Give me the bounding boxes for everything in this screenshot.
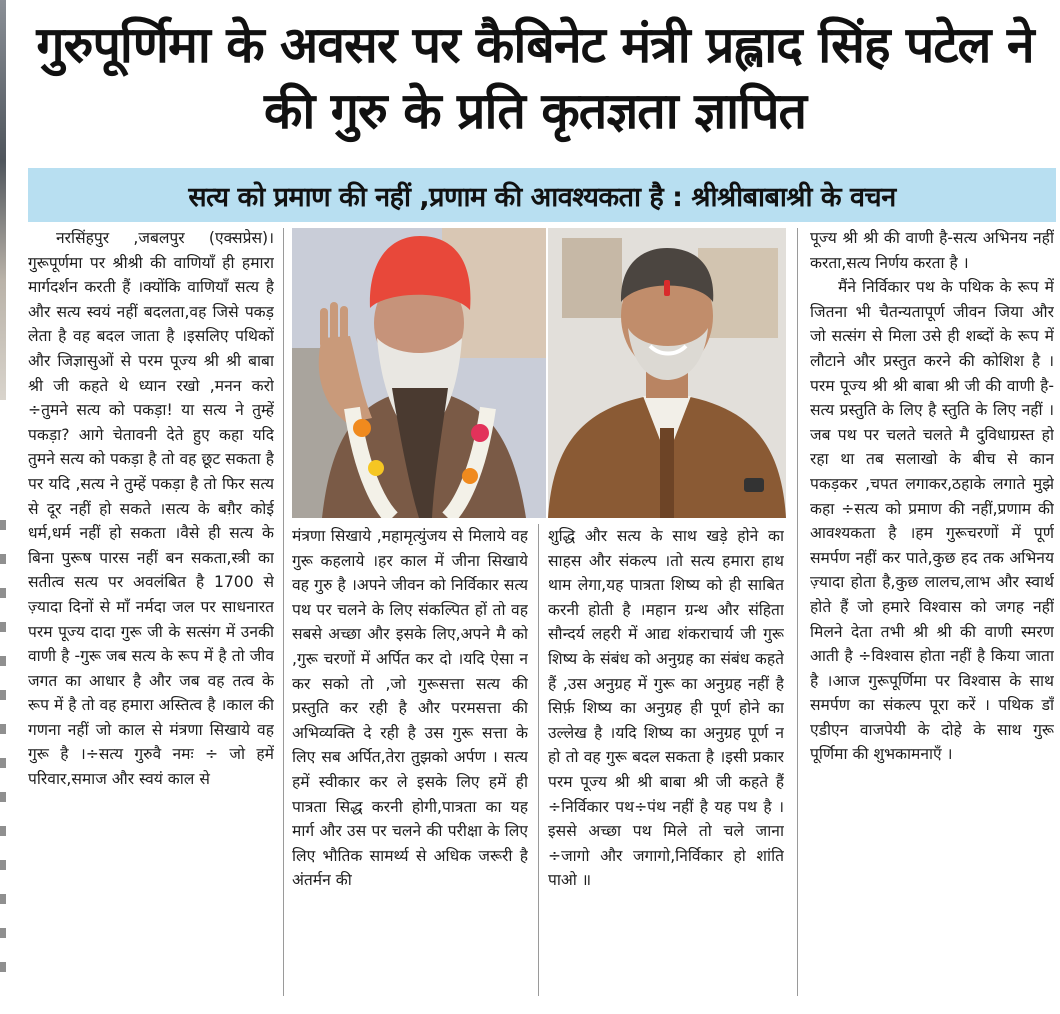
column-divider xyxy=(283,228,284,996)
minister-photo xyxy=(548,228,786,518)
column-divider xyxy=(797,228,798,996)
column-divider xyxy=(538,524,539,996)
paragraph: पूज्य श्री श्री की वाणी है-सत्य अभिनय नहीं करता,सत्य निर्णय करता है । xyxy=(810,229,1054,272)
subheadline-band xyxy=(28,168,1056,222)
saint-photo-icon xyxy=(292,228,546,518)
article-column-2: मंत्रणा सिखाये ,महामृत्युंजय से मिलाये वह गुरू कहलाये ।हर काल में जीना सिखाये वह गुरु है ।अपने जीवन को निर्विकार सत्य पथ पर चलने के लिए संकल्पित हों तो वह सबसे अच्छा और इसके लिए,अपने मै को ,गुरू चरणों में अर्पित कर दो ।यदि ऐसा न कर सको तो ,जो गुरूसत्ता सत्य की प्रस्तुति कर रही है और परमसत्ता की अभिव्यक्ति दे रही है उस गुरू सत्ता के लिए सब अर्पित,तेरा तुझको अर्पण । सत्य हमें स्वीकार कर ले इसके लिए हमें ही पात्रता सिद्ध करनी होगी,पात्रता का यह मार्ग और उस पर चलने की परीक्षा के लिए लिए भौतिक सामर्थ्य से अधिक जरूरी है अंतर्मन की xyxy=(292,527,528,890)
minister-photo-icon xyxy=(548,228,786,518)
headline: गुरुपूर्णिमा के अवसर पर कैबिनेट मंत्री प्रह्लाद सिंह पटेल ने की गुरु के प्रति कृतज्ञता ज्ञापित xyxy=(36,16,1034,140)
adjacent-photo-fragment xyxy=(0,0,6,400)
adjacent-page-edge xyxy=(0,0,12,1014)
paragraph: मैंने निर्विकार पथ के पथिक के रूप में जितना भी चैतन्यतापूर्ण जीवन जिया और जो सत्संग से मिला उसे ही शब्दों के रूप में लौटाने और प्रस्तुत करने की कोशिश है ।परम पूज्य श्री श्री बाबा श्री जी की वाणी है-सत्य प्रस्तुति के लिए है स्तुति के लिए नहीं ।जब पथ पर चलते चलते मै दुविधाग्रस्त हो रहा था तब सलाखो के बीच से कान पकड़कर ,चपत लगाकर,ठहाके लगाते मुझे कहा ÷सत्य को प्रमाण की नहीं,प्रणाम की आवश्यकता है ।हम गुरूचरणों में पूर्ण समर्पण नहीं कर पाते,कुछ हद तक अभिनय ज़्यादा होता है,कुछ लालच,लाभ और स्वार्थ होते हैं जो हमारे विश्वास को जगह नहीं मिलने देता तभी श्री श्री की वाणी स्मरण आती है ÷विश्वास होता नहीं है किया जाता है ।आज गुरूपूर्णिमा पर विश्वास के साथ समर्पण का संकल्प पूरा करें । पथिक डाँ एडीएन वाजपेयी के दोहे के साथ गुरू पूर्णिमा की शुभकामनाएँ । xyxy=(810,278,1054,764)
subheadline: सत्य को प्रमाण की नहीं ,प्रणाम की आवश्यकता है : श्रीश्रीबाबाश्री के वचन xyxy=(188,181,896,213)
article-column-1: नरसिंहपुर ,जबलपुर (एक्सप्रेस)। गुरूपूर्णमा पर श्रीश्री की वाणियाँ ही हमारा मार्गदर्शन करती हैं ।क्योंकि वाणियाँ सत्य है और सत्य स्वयं नहीं बदलता,वह जिसे पकड़ लेता है वह बदल जाता है ।इसलिए पथिकों और जिज्ञासुओं से परम पूज्य श्री श्री बाबा श्री जी कहते थे ध्यान रखो ,मनन करो ÷तुमने सत्य को पकड़ा! या सत्य ने तुम्हें पकड़ा? आगे चेतावनी देते हुए कहा यदि तुमने सत्य को पकड़ा है तो वह छूट सकता है पर यदि ,सत्य ने तुम्हें पकड़ा है तो फिर सत्य से दूर नहीं हो सकते ।सत्य के बग़ैर कोई धर्म,धर्म नहीं हो सकता ।वैसे ही सत्य के बिना पुरूष पारस नहीं बन सकता,स्त्री का सतीत्व सत्य पर अवलंबित है 1700 से ज़्यादा दिनों से माँ नर्मदा जल पर साधनारत परम पूज्य दादा गुरू जी के सत्संग में उनकी वाणी है -गुरू जब सत्य के रूप में है तो जीव जगत का आधार है और जब वह तत्व के रूप में है तो वह हमारा अस्तित्व है ।काल की गणना नहीं जो काल से मंत्रणा सिखाये वह गुरू है ।÷सत्य गुरुवै नमः ÷ जो हमें परिवार,समाज और स्वयं काल से xyxy=(28,229,274,789)
saint-photo xyxy=(292,228,546,518)
article-column-3: शुद्धि और सत्य के साथ खड़े होने का साहस और संकल्प ।तो सत्य हमारा हाथ थाम लेगा,यह पात्रता शिष्य को ही साबित करनी होती है ।महान ग्रन्थ और संहिता सौन्दर्य लहरी में आद्य शंकराचार्य जी गुरू शिष्य के संबंध को अनुग्रह का संबंध कहते हैं ,उस अनुग्रह में गुरू का अनुग्रह नहीं है सिर्फ़ शिष्य का अनुग्रह ही पूर्ण होने का उल्लेख है ।यदि शिष्य का अनुग्रह पूर्ण न हो तो वह गुरू बदल सकता है ।इसी प्रकार परम पूज्य श्री श्री बाबा श्री जी कहते हैं ÷निर्विकार पथ÷पंथ नहीं है यह पथ है ।इससे अच्छा पथ मिले तो चले जाना ÷जागो और जगागो,निर्विकार हो शांति पाओ ॥ xyxy=(548,527,784,890)
article-column-4 xyxy=(810,226,1054,996)
adjacent-text-fragment xyxy=(0,520,6,990)
